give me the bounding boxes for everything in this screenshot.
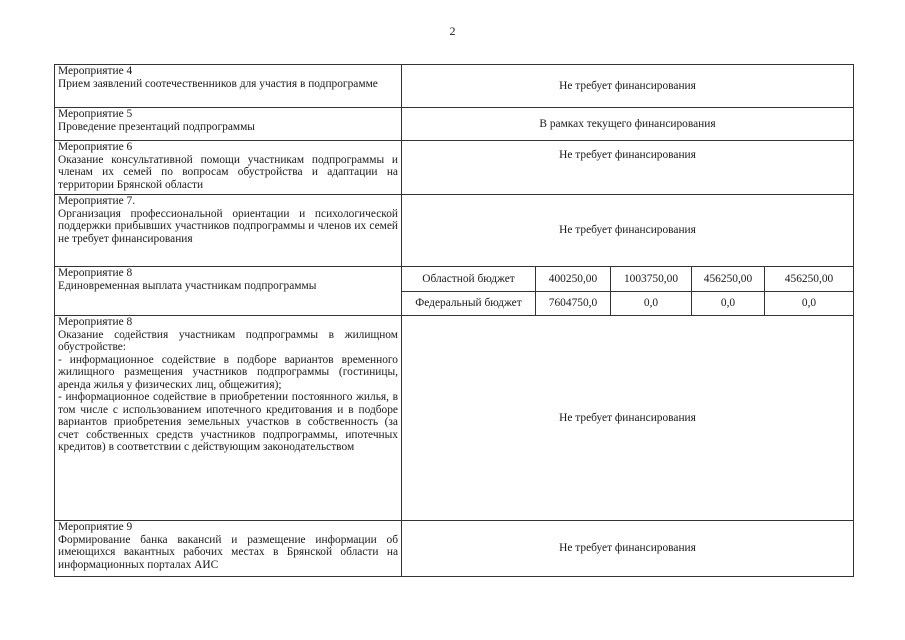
- budget-name: Областной бюджет: [402, 267, 536, 292]
- measure-description: Формирование банка вакансий и размещение информации об имеющихся вакантных рабочих местах в Брянской области на информационных порталах АИС: [58, 533, 398, 571]
- measure-description: Единовременная выплата участникам подпрограммы: [58, 279, 317, 292]
- measure-cell: [55, 65, 402, 108]
- budget-value: 456250,00: [692, 267, 765, 292]
- measure-title: Мероприятие 4: [58, 65, 133, 77]
- budget-value: 7604750,0: [536, 292, 611, 316]
- budget-value: 456250,00: [765, 267, 854, 292]
- budget-value: 1003750,00: [611, 267, 692, 292]
- measure-subitem: - информационное содействие в подборе вариантов временного жилищного размещения участников подпрограммы (гостиницы, аренда жилья у физических лиц, общежития);: [58, 353, 398, 391]
- financing-status: Не требует финансирования: [402, 521, 854, 577]
- measure-cell: [55, 195, 402, 267]
- financing-status: Не требует финансирования: [402, 195, 854, 267]
- budget-value: 0,0: [611, 292, 692, 316]
- budget-value: 400250,00: [536, 267, 611, 292]
- table-row: [55, 316, 854, 521]
- financing-status: В рамках текущего финансирования: [402, 108, 854, 141]
- table-row: [55, 108, 854, 141]
- financing-table: [54, 64, 854, 577]
- measure-cell: [55, 521, 402, 577]
- table-row: [55, 195, 854, 267]
- budget-value: 0,0: [765, 292, 854, 316]
- table-row: [55, 141, 854, 195]
- budget-value: 0,0: [692, 292, 765, 316]
- measure-description: Проведение презентаций подпрограммы: [58, 120, 255, 133]
- measure-title: Мероприятие 7.: [58, 195, 136, 207]
- measure-cell: [55, 108, 402, 141]
- financing-status: Не требует финансирования: [402, 65, 854, 108]
- table-row: [55, 267, 854, 292]
- measure-description: Организация профессиональной ориентации и психологической поддержки прибывших участников подпрограммы и членов их семей не требует финансирования: [58, 207, 398, 245]
- measure-description: Оказание консультативной помощи участникам подпрограммы и членам их семей по вопросам обустройства и адаптации на территории Брянской области: [58, 153, 398, 191]
- measure-title: Мероприятие 9: [58, 521, 133, 533]
- measure-title: Мероприятие 8: [58, 267, 133, 279]
- financing-status: Не требует финансирования: [402, 141, 854, 195]
- measure-title: Мероприятие 8: [58, 316, 133, 328]
- measure-cell: [55, 316, 402, 521]
- measure-subitem: - информационное содействие в приобретении постоянного жилья, в том числе с использованием ипотечного кредитования и в подборе вариантов приобретения земельных участков в собственность (за счет собственных средств участников подпрограммы, ипотечных кредитов) в соответствии с действующим законодательством: [58, 391, 398, 453]
- measure-description: Оказание содействия участникам подпрограммы в жилищном обустройстве:: [58, 328, 398, 353]
- page-number: 2: [449, 24, 456, 38]
- measure-cell: [55, 267, 402, 316]
- measure-cell: [55, 141, 402, 195]
- financing-status: Не требует финансирования: [402, 316, 854, 521]
- table-row: [55, 521, 854, 577]
- measure-title: Мероприятие 5: [58, 108, 133, 120]
- measure-description: Прием заявлений соотечественников для участия в подпрограмме: [58, 77, 378, 90]
- table-row: [55, 65, 854, 108]
- measure-title: Мероприятие 6: [58, 141, 133, 153]
- budget-name: Федеральный бюджет: [402, 292, 536, 316]
